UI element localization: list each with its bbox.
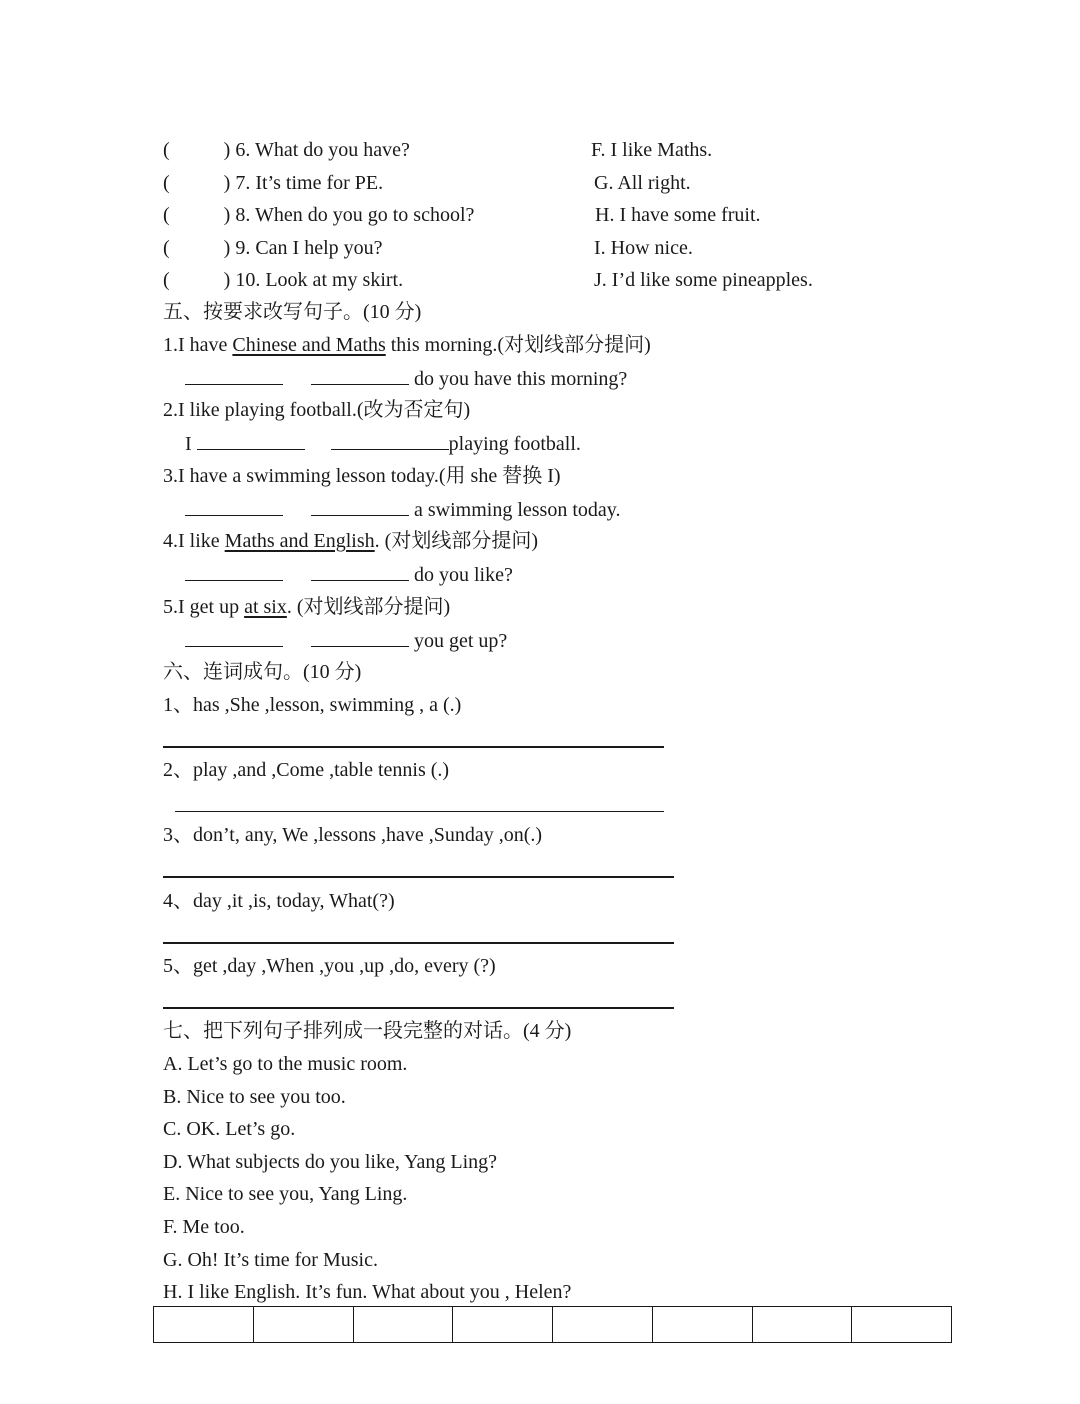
reorder-item-3: 3、don’t, any, We ,lessons ,have ,Sunday ,on(.)	[163, 824, 543, 846]
answer-paren-close: )	[223, 139, 231, 161]
rewrite-q1	[163, 333, 651, 357]
dialogue-option-d: D. What subjects do you like, Yang Ling?	[163, 1151, 498, 1173]
matching-row-6	[163, 138, 410, 162]
answer-paren-open[interactable]: (	[163, 269, 170, 291]
q5-text-pre: 5.I get up	[163, 596, 245, 618]
question-text: Look at my skirt.	[265, 269, 404, 291]
dialogue-option-b: B. Nice to see you too.	[163, 1086, 346, 1108]
question-number: 7.	[235, 172, 251, 194]
answer-cell[interactable]	[453, 1307, 553, 1343]
answer-cell[interactable]	[752, 1307, 852, 1343]
q1-text-post: this morning.(对划线部分提问)	[385, 334, 651, 356]
option-g: G. All right.	[594, 172, 691, 194]
answer-line[interactable]	[163, 942, 674, 944]
answer-line[interactable]	[163, 746, 664, 748]
dialogue-option-g: G. Oh! It’s time for Music.	[163, 1249, 378, 1271]
reorder-item-2: 2、play ,and ,Come ,table tennis (.)	[163, 759, 450, 781]
question-text: It’s time for PE.	[255, 172, 384, 194]
matching-row-10	[163, 268, 403, 292]
answer-cell[interactable]	[652, 1307, 752, 1343]
answer-paren-close: )	[223, 172, 231, 194]
question-text: When do you go to school?	[254, 204, 475, 226]
a3-tail: a swimming lesson today.	[409, 499, 621, 521]
answer-blank[interactable]	[185, 366, 283, 385]
answer-blank[interactable]	[185, 562, 283, 581]
a2-lead: I	[185, 433, 197, 455]
dialogue-option-f: F. Me too.	[163, 1216, 245, 1238]
q1-text-pre: 1.I have	[163, 334, 233, 356]
reorder-item-1: 1、has ,She ,lesson, swimming , a (.)	[163, 694, 462, 716]
dialogue-option-c: C. OK. Let’s go.	[163, 1118, 296, 1140]
question-text: What do you have?	[254, 139, 410, 161]
question-number: 10.	[235, 269, 261, 291]
q4-text-post: . (对划线部分提问)	[374, 530, 538, 552]
q4-text-pre: 4.I like	[163, 530, 225, 552]
question-text: Can I help you?	[255, 237, 383, 259]
rewrite-a5	[185, 628, 507, 653]
answer-blank[interactable]	[311, 366, 409, 385]
answer-grid	[153, 1306, 952, 1343]
rewrite-q2: 2.I like playing football.(改为否定句)	[163, 399, 471, 421]
answer-paren-open[interactable]: (	[163, 172, 170, 194]
answer-blank[interactable]	[311, 497, 409, 516]
rewrite-q3: 3.I have a swimming lesson today.(用 she 替换 I)	[163, 465, 561, 487]
option-j: J. I’d like some pineapples.	[594, 269, 813, 291]
matching-row-8	[163, 203, 474, 227]
answer-paren-open[interactable]: (	[163, 139, 170, 161]
matching-row-9	[163, 236, 383, 260]
reorder-item-5: 5、get ,day ,When ,you ,up ,do, every (?)	[163, 955, 496, 977]
rewrite-a2	[185, 431, 581, 456]
rewrite-a3	[185, 497, 620, 522]
dialogue-option-e: E. Nice to see you, Yang Ling.	[163, 1183, 408, 1205]
section-7-title: 七、把下列句子排列成一段完整的对话。(4 分)	[163, 1020, 572, 1042]
q4-underlined: Maths and English	[224, 530, 375, 552]
answer-cell[interactable]	[154, 1307, 254, 1343]
answer-paren-close: )	[223, 237, 231, 259]
answer-blank[interactable]	[311, 628, 409, 647]
answer-blank[interactable]	[311, 562, 409, 581]
answer-cell[interactable]	[852, 1307, 952, 1343]
question-number: 9.	[235, 237, 251, 259]
q1-underlined: Chinese and Maths	[232, 334, 386, 356]
q5-underlined: at six	[244, 596, 287, 618]
option-h: H. I have some fruit.	[595, 204, 761, 226]
answer-blank[interactable]	[197, 431, 305, 450]
answer-cell[interactable]	[553, 1307, 653, 1343]
a5-tail: you get up?	[409, 630, 508, 652]
section-5-title: 五、按要求改写句子。(10 分)	[163, 301, 422, 323]
a4-tail: do you like?	[409, 564, 513, 586]
answer-blank[interactable]	[331, 431, 449, 450]
option-f: F. I like Maths.	[591, 139, 713, 161]
dialogue-option-h: H. I like English. It’s fun. What about you , Helen?	[163, 1281, 572, 1303]
option-i: I. How nice.	[594, 237, 693, 259]
answer-line[interactable]	[163, 876, 674, 878]
section-6-title: 六、连词成句。(10 分)	[163, 661, 362, 683]
rewrite-q5	[163, 595, 450, 619]
answer-line[interactable]	[175, 811, 664, 812]
answer-blank[interactable]	[185, 628, 283, 647]
a1-tail: do you have this morning?	[409, 368, 628, 390]
question-number: 8.	[235, 204, 251, 226]
answer-paren-close: )	[223, 269, 231, 291]
q5-text-post: . (对划线部分提问)	[286, 596, 451, 618]
reorder-item-4: 4、day ,it ,is, today, What(?)	[163, 890, 395, 912]
dialogue-option-a: A. Let’s go to the music room.	[163, 1053, 408, 1075]
answer-paren-close: )	[223, 204, 231, 226]
rewrite-a1	[185, 366, 627, 391]
matching-row-7	[163, 171, 383, 195]
answer-cell[interactable]	[353, 1307, 453, 1343]
question-number: 6.	[235, 139, 251, 161]
answer-line[interactable]	[163, 1007, 674, 1009]
answer-paren-open[interactable]: (	[163, 237, 170, 259]
answer-paren-open[interactable]: (	[163, 204, 170, 226]
rewrite-a4	[185, 562, 513, 587]
rewrite-q4	[163, 529, 538, 553]
a2-tail: playing football.	[448, 433, 581, 455]
answer-blank[interactable]	[185, 497, 283, 516]
answer-cell[interactable]	[253, 1307, 353, 1343]
